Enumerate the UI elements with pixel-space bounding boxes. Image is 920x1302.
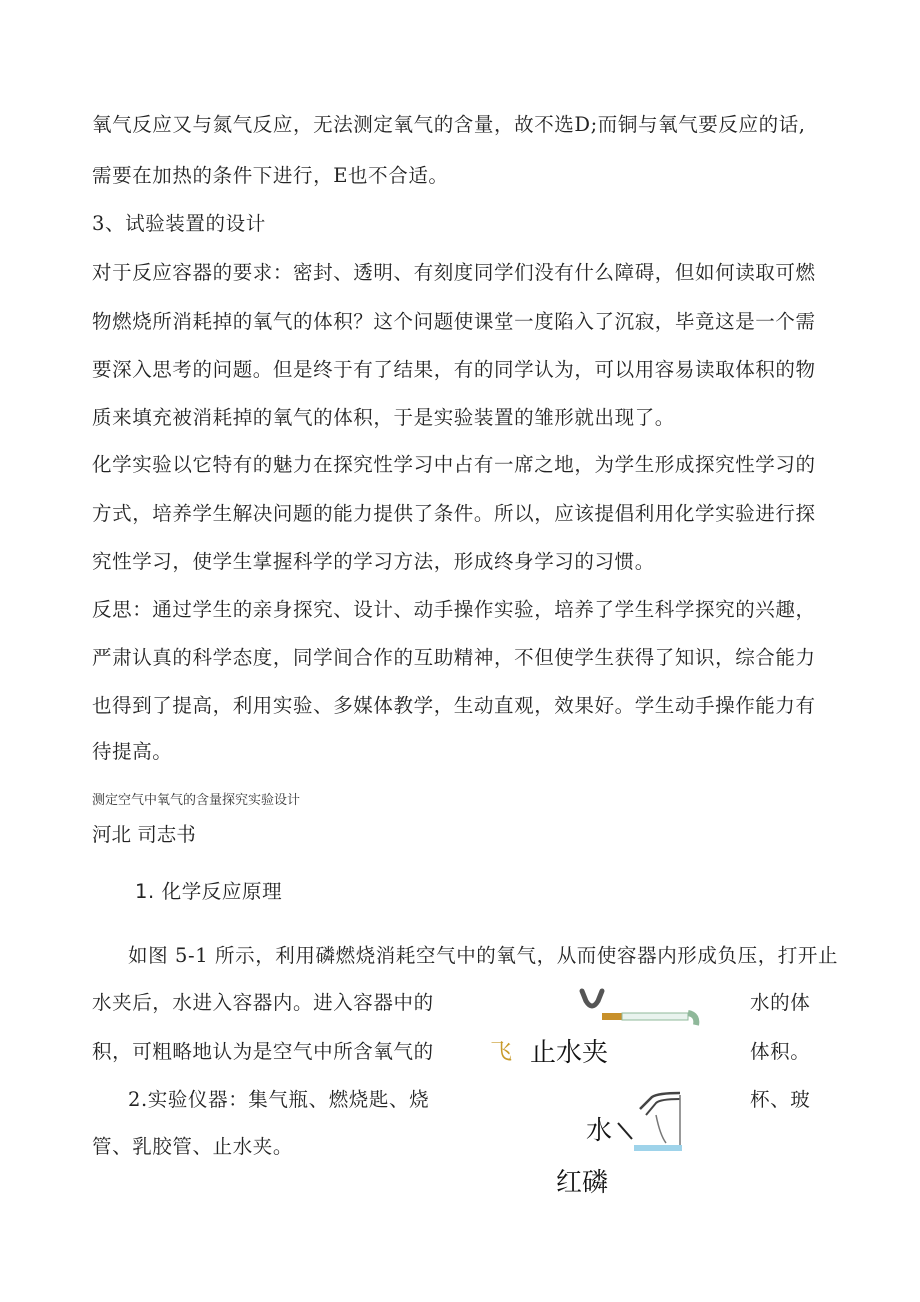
paragraph-line: 水夹后，水进入容器内。进入容器中的 [92,991,434,1014]
section-heading: 3、试验装置的设计 [92,212,266,235]
paragraph-line: 氧气反应又与氮气反应，无法测定氧气的含量，故不选D;而铜与氧气要反应的话, [92,113,806,136]
paragraph-line: 对于反应容器的要求：密封、透明、有刻度同学们没有什么障碍，但如何读取可燃 [92,261,816,284]
clamp-mark: 飞 [490,1040,513,1065]
paragraph-line: 化学实验以它特有的魅力在探究性学习中占有一席之地，为学生形成探究性学习的 [92,453,816,476]
paragraph-line: 质来填充被消耗掉的氧气的体积，于是实验装置的雏形就出现了。 [92,406,675,429]
clamp-icon [582,991,602,1006]
paragraph-line: 严肃认真的科学态度，同学间合作的互助精神，不但使学生获得了知识，综合能力 [92,646,816,669]
water-pointer [618,1123,632,1139]
paragraph-line: 需要在加热的条件下进行，E也不合适。 [92,164,449,187]
glass-tube [640,1093,680,1145]
paragraph-line: 体积。 [750,1040,811,1063]
article-author: 河北 司志书 [92,823,196,846]
paragraph-line: 要深入思考的问题。但是终于有了结果，有的同学认为，可以用容易读取体积的物 [92,358,816,381]
paragraph-line: 积，可粗略地认为是空气中所含氧气的 [92,1040,434,1063]
rubber-tube [602,1013,696,1025]
paragraph-line: 如图 5-1 所示，利用磷燃烧消耗空气中的氧气，从而使容器内形成负压，打开止 [128,944,839,967]
phosphorus-label: 红磷 [556,1168,609,1198]
paragraph-line: 究性学习，使学生掌握科学的学习方法，形成终身学习的习惯。 [92,550,655,573]
paragraph-line: 水的体 [750,991,811,1014]
paragraph-line: 方式，培养学生解决问题的能力提供了条件。所以，应该提倡利用化学实验进行探 [92,502,816,525]
section-heading: 1. 化学反应原理 [135,880,283,903]
paragraph-line: 管、乳胶管、止水夹。 [92,1135,294,1158]
paragraph-line: 物燃烧所消耗掉的氧气的体积？这个问题使课堂一度陷入了沉寂，毕竟这是一个需 [92,310,816,333]
clamp-label: 止水夹 [530,1038,609,1068]
paragraph-line: 也得到了提高，利用实验、多媒体教学，生动直观，效果好。学生动手操作能力有 [92,694,816,717]
paragraph-line: 2.实验仪器：集气瓶、燃烧匙、烧 [128,1088,430,1111]
apparatus-figure [560,985,720,1165]
paragraph-line: 待提高。 [92,740,173,763]
water-label: 水 [586,1116,613,1146]
paragraph-line: 杯、玻 [750,1088,811,1111]
article-title: 测定空气中氧气的含量探究实验设计 [92,793,301,808]
water-level [634,1145,682,1151]
paragraph-line: 反思：通过学生的亲身探究、设计、动手操作实验，培养了学生科学探究的兴趣， [92,598,816,621]
